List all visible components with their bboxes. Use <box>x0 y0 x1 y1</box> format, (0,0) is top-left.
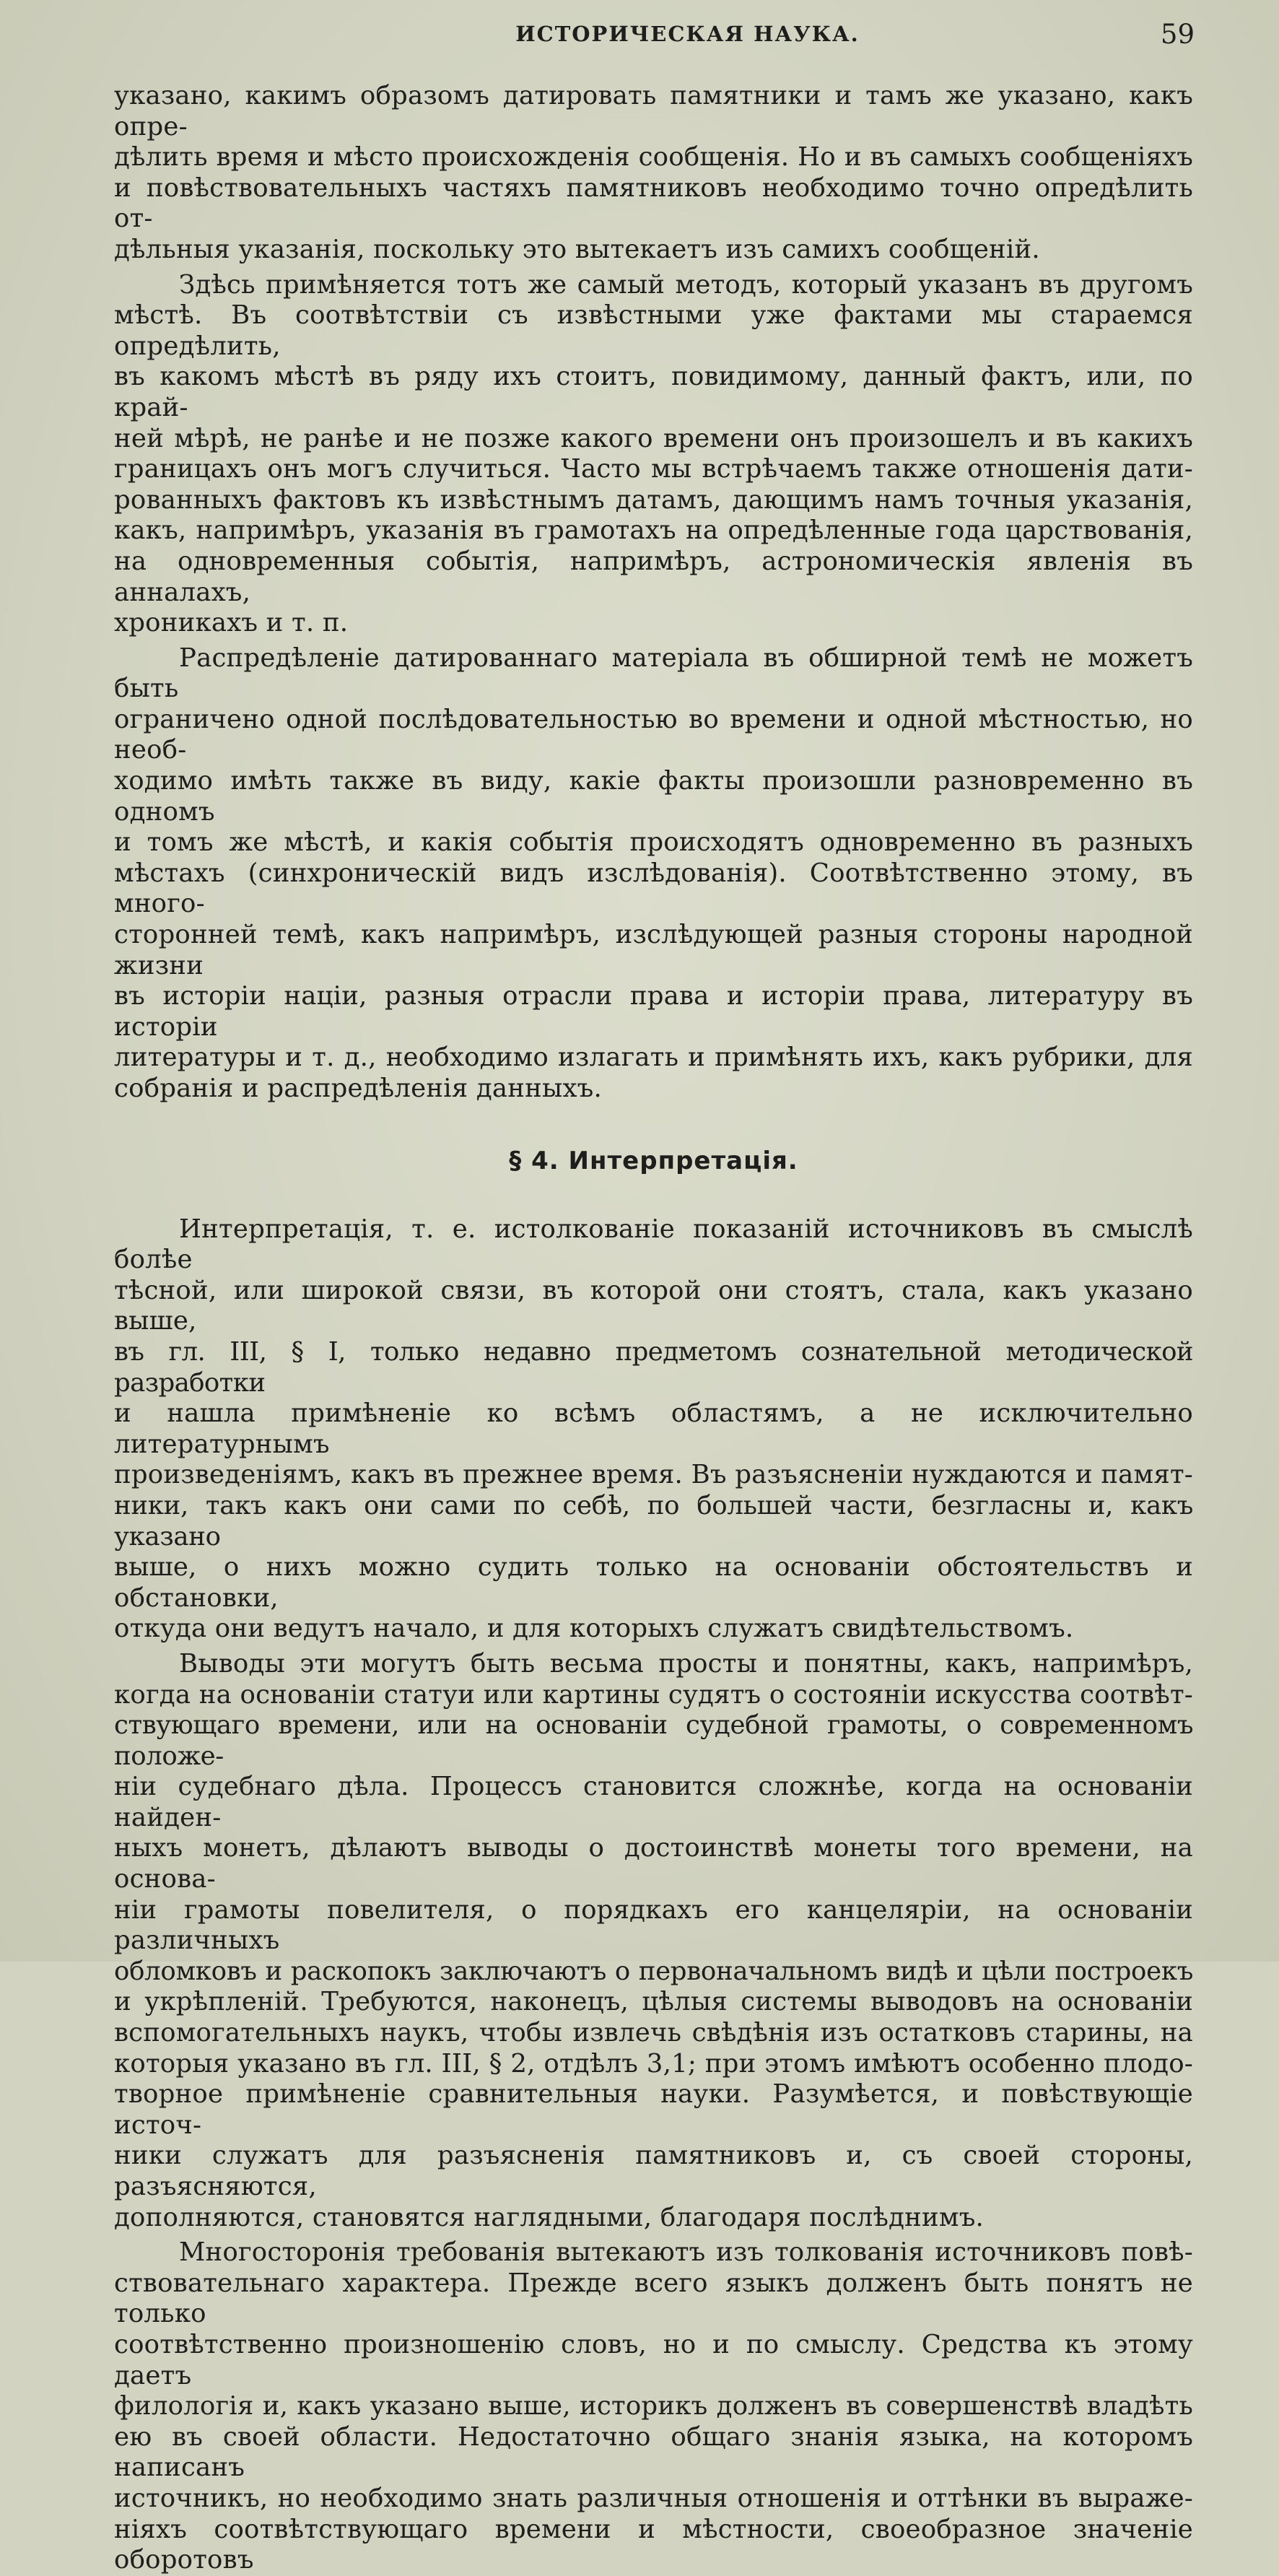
text-line: ніи грамоты повелителя, о порядкахъ его канцеляріи, на основаніи различныхъ <box>114 1894 1193 1956</box>
text-line: ней мѣрѣ, не ранѣе и не позже какого времени онъ произошелъ и въ какихъ <box>114 423 1193 453</box>
paragraph-continuation <box>114 81 1193 266</box>
text-line: дѣлить время и мѣсто происхожденія сообщенія. Но и въ самыхъ сообщеніяхъ <box>114 142 1193 173</box>
text-line: ствующаго времени, или на основаніи судебной грамоты, о современномъ положе- <box>114 1710 1193 1771</box>
text-line: ники служатъ для разъясненія памятниковъ и, съ своей стороны, разъясняются, <box>114 2141 1193 2201</box>
text-line: какъ, напримѣръ, указанія въ грамотахъ на опредѣленные года царствованія, <box>114 515 1193 546</box>
text-line: творное примѣненіе сравнительныя науки. Разумѣется, и повѣствующіе источ- <box>114 2079 1193 2140</box>
text-line: рованныхъ фактовъ къ извѣстнымъ датамъ, дающимъ намъ точныя указанія, <box>114 484 1193 515</box>
body-text <box>114 81 1193 2576</box>
text-line: соотвѣтственно произношенію словъ, но и по смыслу. Средства къ этому даетъ <box>114 2329 1193 2390</box>
text-line: которыя указано въ гл. III, § 2, отдѣлъ 3,1; при этомъ имѣютъ особенно плодо- <box>114 2048 1193 2079</box>
text-line: въ исторіи націи, разныя отрасли права и исторіи права, литературу въ исторіи <box>114 981 1193 1042</box>
text-line: откуда они ведутъ начало, и для которыхъ служатъ свидѣтельствомъ. <box>114 1614 1074 1644</box>
text-line: мѣстѣ. Въ соотвѣтствіи съ извѣстными уже фактами мы стараемся опредѣлить, <box>114 300 1193 361</box>
page-number: 59 <box>1160 19 1195 50</box>
text-line: сторонней темѣ, какъ напримѣръ, изслѣдующей разныя стороны народной жизни <box>114 920 1193 980</box>
text-line: выше, о нихъ можно судить только на основаніи обстоятельствъ и обстановки, <box>114 1552 1193 1613</box>
text-line: Выводы эти могутъ быть весьма просты и понятны, какъ, напримѣръ, <box>179 1648 1193 1679</box>
text-line: ніи судебнаго дѣла. Процессъ становится сложнѣе, когда на основаніи найден- <box>114 1772 1193 1832</box>
text-line: Здѣсь примѣняется тотъ же самый методъ, который указанъ въ другомъ <box>179 269 1193 300</box>
text-line: ею въ своей области. Недостаточно общаго знанія языка, на которомъ написанъ <box>114 2421 1193 2483</box>
text-line: филологія и, какъ указано выше, историкъ долженъ въ совершенствѣ владѣть <box>114 2391 1193 2421</box>
text-line: ограничено одной послѣдовательностью во времени и одной мѣстностью, но необ- <box>114 704 1193 765</box>
text-line: Распредѣленіе датированнаго матеріала въ обширной темѣ не можетъ быть <box>114 643 1193 704</box>
text-line: произведеніямъ, какъ въ прежнее время. Въ разъясненіи нуждаются и памят- <box>114 1460 1193 1490</box>
text-line: и нашла примѣненіе ко всѣмъ областямъ, а не исключительно литературнымъ <box>114 1398 1193 1459</box>
text-line: дѣльныя указанія, поскольку это вытекаетъ изъ самихъ сообщеній. <box>114 234 1040 264</box>
paragraph-interpretation <box>114 1214 1193 1645</box>
text-line: вспомогательныхъ наукъ, чтобы извлечь свѣдѣнія изъ остатковъ старины, на <box>114 2018 1193 2048</box>
text-line: собранія и распредѣленія данныхъ. <box>114 1074 602 1103</box>
text-line: мѣстахъ (синхроническій видъ изслѣдованія). Соотвѣтственно этому, въ много- <box>114 858 1193 919</box>
text-line: дополняются, становятся наглядными, благодаря послѣднимъ. <box>114 2202 984 2232</box>
text-line: источникъ, но необходимо знать различныя отношенія и оттѣнки въ выраже- <box>114 2483 1193 2513</box>
text-line: въ какомъ мѣстѣ въ ряду ихъ стоитъ, повидимому, данный фактъ, или, по край- <box>114 362 1193 422</box>
text-line: ніяхъ соотвѣтствующаго времени и мѣстности, своеобразное значеніе оборотовъ <box>114 2514 1193 2575</box>
running-title: ИСТОРИЧЕСКАЯ НАУКА. <box>515 22 860 46</box>
text-line: ходимо имѣть также въ виду, какіе факты произошли разновременно въ одномъ <box>114 766 1193 827</box>
text-line: въ гл. III, § I, только недавно предметомъ сознательной методической разработки <box>114 1336 1193 1398</box>
text-line: тѣсной, или широкой связи, въ которой они стоятъ, стала, какъ указано выше, <box>114 1275 1193 1336</box>
paragraph-distribution <box>114 643 1193 1105</box>
text-line: хроникахъ и т. п. <box>114 608 349 638</box>
running-head <box>115 17 1195 55</box>
text-line: и томъ же мѣстѣ, и какія событія происходятъ одновременно въ разныхъ <box>114 827 1193 858</box>
text-line: ствовательнаго характера. Прежде всего языкъ долженъ быть понятъ не только <box>114 2268 1193 2329</box>
text-line: указано, какимъ образомъ датировать памятники и тамъ же указано, какъ опре- <box>114 81 1193 142</box>
text-line: обломковъ и раскопокъ заключаютъ о первоначальномъ видѣ и цѣли построекъ <box>114 1956 1193 1986</box>
text-line: литературы и т. д., необходимо излагать и примѣнять ихъ, какъ рубрики, для <box>114 1043 1193 1073</box>
text-line: Многосторонія требованія вытекаютъ изъ толкованія источниковъ повѣ- <box>179 2237 1193 2268</box>
text-line: и повѣствовательныхъ частяхъ памятниковъ необходимо точно опредѣлить от- <box>114 173 1193 234</box>
paragraph-conclusions <box>114 1649 1193 2233</box>
text-line: ныхъ монетъ, дѣлаютъ выводы о достоинствѣ монеты того времени, на основа- <box>114 1833 1193 1894</box>
text-line: на одновременныя событія, напримѣръ, астрономическія явленія въ анналахъ, <box>114 546 1193 607</box>
paragraph-method <box>114 270 1193 639</box>
text-line: границахъ онъ могъ случиться. Часто мы встрѣчаемъ также отношенія дати- <box>114 454 1193 484</box>
text-line: Интерпретація, т. е. истолкованіе показаній источниковъ въ смыслѣ болѣе <box>114 1214 1193 1275</box>
text-line: когда на основаніи статуи или картины судятъ о состояніи искусства соотвѣт- <box>114 1679 1193 1710</box>
text-line: ники, такъ какъ они сами по себѣ, по большей части, безгласны и, какъ указано <box>114 1490 1193 1552</box>
section-heading: § 4. Интерпретація. <box>509 1146 798 1175</box>
text-line: и укрѣпленій. Требуются, наконецъ, цѣлыя системы выводовъ на основаніи <box>114 1987 1193 2017</box>
paragraph-requirements <box>114 2237 1193 2576</box>
